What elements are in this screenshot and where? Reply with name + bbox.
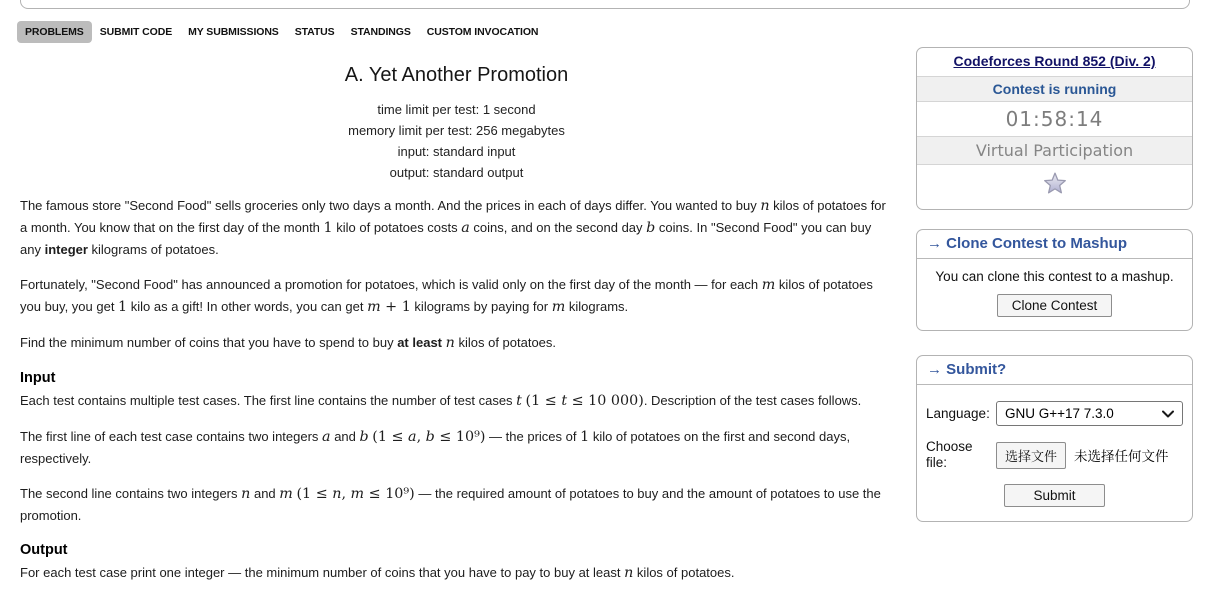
language-selected-value: GNU G++17 7.3.0	[1005, 406, 1114, 421]
file-status-text: 未选择任何文件	[1074, 449, 1169, 464]
favorite-row	[917, 164, 1192, 209]
output-spec: output: standard output	[389, 165, 524, 180]
submit-box	[916, 355, 1193, 522]
contest-title-row	[917, 48, 1192, 76]
memory-limit: memory limit per test: 256 megabytes	[348, 123, 565, 138]
contest-timer: 01:58:14	[917, 101, 1192, 136]
clone-contest-header: → Clone Contest to Mashup	[917, 230, 1192, 259]
submit-button[interactable]: Submit	[1004, 484, 1104, 507]
clone-contest-body	[917, 259, 1192, 330]
output-section-heading: Output	[20, 542, 68, 558]
submit-header: → Submit?	[917, 356, 1192, 385]
tab-status[interactable]: STATUS	[294, 26, 335, 38]
language-select[interactable]	[996, 401, 1183, 426]
contest-status: Contest is running	[917, 76, 1192, 101]
output-paragraph: For each test case print one integer — the minimum number of coins that you have to pay to buy at least n kilos of potatoes.	[20, 565, 735, 581]
problem-header	[20, 62, 893, 183]
statement-paragraph: Find the minimum number of coins that you have to spend to buy at least n kilos of potatoes.	[20, 335, 557, 351]
statement-paragraph: The famous store "Second Food" sells groceries only two days a month. And the prices in each of days differ. You wanted to buy n kilos of potatoes for a month. You know that on the first day of the month 1 kilo of potatoes costs a coins, and on the second day b coins. In "Second Food" you can buy any integer kilograms of potatoes.	[20, 198, 886, 257]
header-box-cutoff	[20, 0, 1190, 9]
chevron-down-icon	[1162, 410, 1174, 418]
clone-contest-box	[916, 229, 1193, 331]
input-spec: input: standard input	[397, 144, 516, 159]
tab-problems[interactable]: PROBLEMS	[17, 21, 92, 43]
time-limit: time limit per test: 1 second	[377, 102, 536, 117]
input-paragraph: Each test contains multiple test cases. The first line contains the number of test cases t (1 ≤ t ≤ 10 000). Description of the test cases follows.	[20, 393, 862, 409]
clone-contest-text: You can clone this contest to a mashup.	[935, 269, 1174, 284]
tab-standings[interactable]: STANDINGS	[350, 26, 411, 38]
contest-info-box	[916, 47, 1193, 210]
language-label: Language:	[926, 405, 990, 421]
choose-file-button[interactable]: 选择文件	[996, 442, 1066, 469]
problem-statement	[20, 62, 893, 598]
tab-my-submissions[interactable]: MY SUBMISSIONS	[188, 26, 279, 38]
statement-paragraph: Fortunately, "Second Food" has announced a promotion for potatoes, which is valid only on the first day of the month — for each m kilos of potatoes you buy, you get 1 kilo as a gift! In other words, you can get m + 1 kilograms by paying for m kilograms.	[20, 277, 873, 315]
submit-form	[917, 385, 1192, 521]
contest-link[interactable]: Codeforces Round 852 (Div. 2)	[953, 53, 1156, 69]
input-paragraph: The first line of each test case contains two integers a and b (1 ≤ a, b ≤ 10⁹) — the prices of 1 kilo of potatoes on the first and second days, respectively.	[20, 429, 851, 466]
clone-contest-button[interactable]: Clone Contest	[997, 294, 1113, 317]
choose-file-label: Choose file:	[926, 439, 973, 470]
submit-row	[926, 484, 1183, 507]
tab-custom-invocation[interactable]: CUSTOM INVOCATION	[426, 26, 539, 38]
contest-tabs	[17, 21, 546, 43]
virtual-participation-label: Virtual Participation	[917, 136, 1192, 164]
sidebar	[916, 47, 1193, 522]
tab-submit-code[interactable]: SUBMIT CODE	[99, 26, 173, 38]
problem-title: A. Yet Another Promotion	[344, 64, 569, 86]
input-paragraph: The second line contains two integers n and m (1 ≤ n, m ≤ 10⁹) — the required amount of potatoes to buy and the amount of potatoes to use the promotion.	[20, 486, 881, 523]
file-input	[996, 442, 1183, 469]
input-section-heading: Input	[20, 370, 56, 386]
star-icon[interactable]	[1042, 171, 1068, 197]
